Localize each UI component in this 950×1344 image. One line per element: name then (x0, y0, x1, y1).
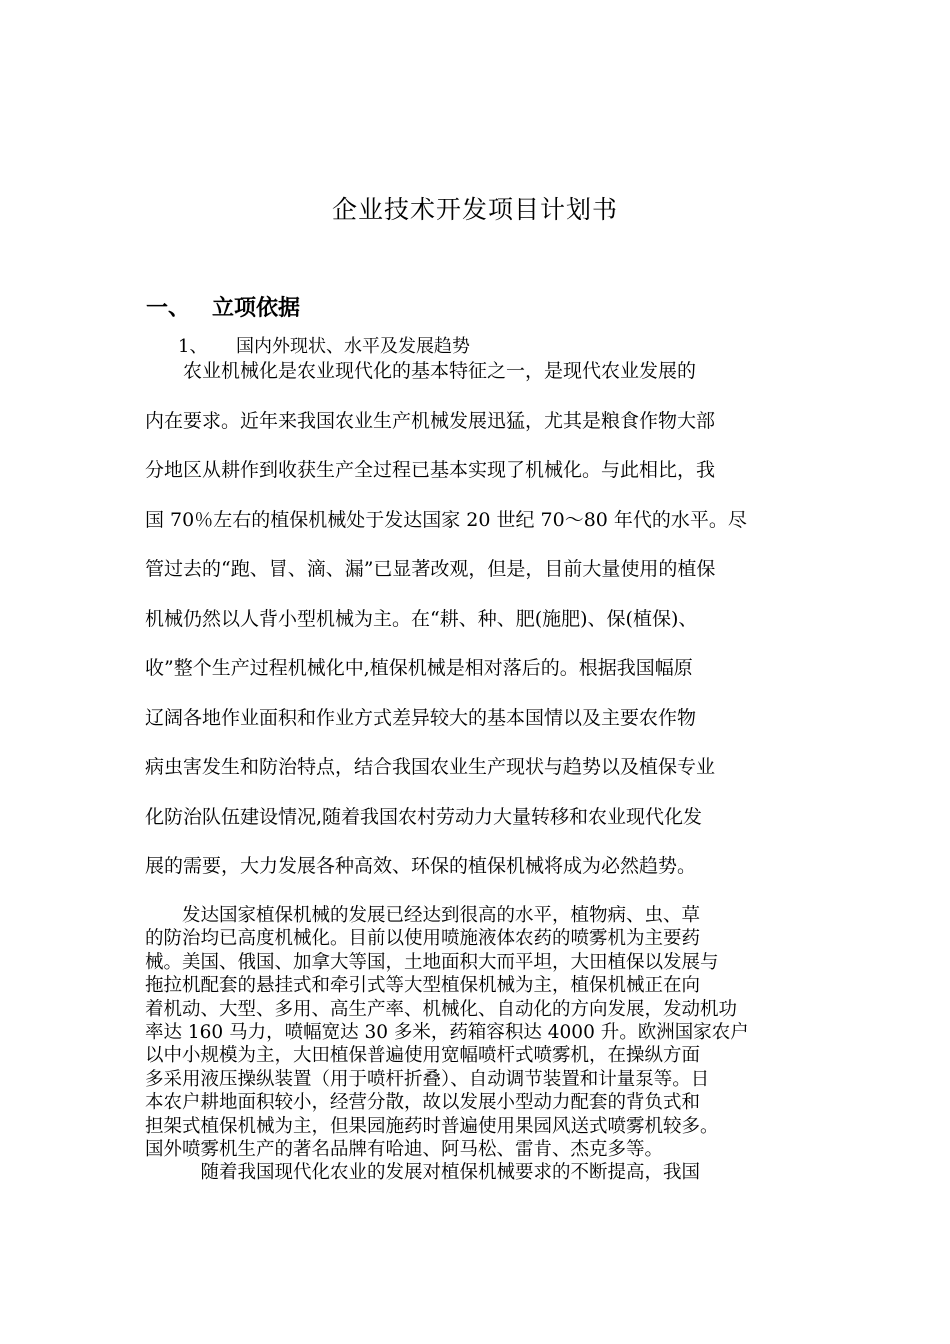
paragraph-line: 着机动、大型、多用、高生产率、机械化、自动化的方向发展，发动机功 (145, 998, 738, 1020)
section-title: 立项依据 (212, 296, 301, 321)
paragraph-developed-countries (145, 904, 810, 1185)
subsection-heading (178, 334, 470, 360)
section-heading (146, 292, 300, 326)
paragraph-line: 农业机械化是农业现代化的基本特征之一，是现代农业发展的 (145, 360, 697, 382)
paragraph-line: 国外喷雾机生产的著名品牌有哈迪、阿马松、雷肯、杰克多等。 (145, 1138, 664, 1160)
section-number: 一、 (146, 296, 191, 321)
paragraph-line: 率达 160 马力，喷幅宽达 30 多米，药箱容积达 4000 升。欧洲国家农户 (145, 1021, 749, 1043)
paragraph-mechanization (145, 358, 810, 903)
subsection-number: 1、 (178, 336, 208, 357)
subsection-title: 国内外现状、水平及发展趋势 (236, 336, 470, 357)
paragraph-line: 管过去的“跑、冒、滴、漏”已显著改观，但是，目前大量使用的植保 (145, 558, 716, 580)
paragraph-line: 以中小规模为主，大田植保普遍使用宽幅喷杆式喷雾机，在操纵方面 (145, 1045, 701, 1067)
paragraph-line: 担架式植保机械为主，但果园施药时普遍使用果园风送式喷雾机较多。 (145, 1115, 719, 1137)
document-title: 企业技术开发项目计划书 (331, 195, 618, 224)
paragraph-line: 内在要求。近年来我国农业生产机械发展迅猛，尤其是粮食作物大部 (145, 409, 716, 432)
paragraph-line: 发达国家植保机械的发展已经达到很高的水平，植物病、虫、草 (145, 905, 701, 926)
paragraph-line: 随着我国现代化农业的发展对植保机械要求的不断提高，我国 (145, 1162, 701, 1184)
paragraph-line: 分地区从耕作到收获生产全过程已基本实现了机械化。与此相比，我 (145, 459, 716, 481)
paragraph-line: 国 70％左右的植保机械处于发达国家 20 世纪 70～80 年代的水平。尽 (145, 508, 747, 531)
paragraph-line: 拖拉机配套的悬挂式和牵引式等大型植保机械为主，植保机械正在向 (145, 975, 701, 997)
paragraph-line: 的防治均已高度机械化。目前以使用喷施液体农药的喷雾机为主要药 (145, 928, 701, 950)
paragraph-line: 展的需要，大力发展各种高效、环保的植保机械将成为必然趋势。 (145, 855, 697, 877)
paragraph-line: 机械仍然以人背小型机械为主。在“耕、种、肥(施肥)、保(植保)、 (145, 607, 698, 630)
paragraph-line: 化防治队伍建设情况,随着我国农村劳动力大量转移和农业现代化发 (145, 805, 703, 828)
paragraph-line: 病虫害发生和防治特点，结合我国农业生产现状与趋势以及植保专业 (145, 756, 716, 778)
paragraph-line: 多采用液压操纵装置（用于喷杆折叠）、自动调节装置和计量泵等。日 (145, 1068, 710, 1090)
paragraph-line: 辽阔各地作业面积和作业方式差异较大的基本国情以及主要农作物 (145, 706, 697, 729)
paragraph-line: 本农户耕地面积较小，经营分散，故以发展小型动力配套的背负式和 (145, 1092, 701, 1114)
paragraph-line: 收”整个生产过程机械化中,植保机械是相对落后的。根据我国幅原 (145, 657, 693, 679)
paragraph-line: 械。美国、俄国、加拿大等国，土地面积大而平坦，大田植保以发展与 (145, 951, 719, 973)
